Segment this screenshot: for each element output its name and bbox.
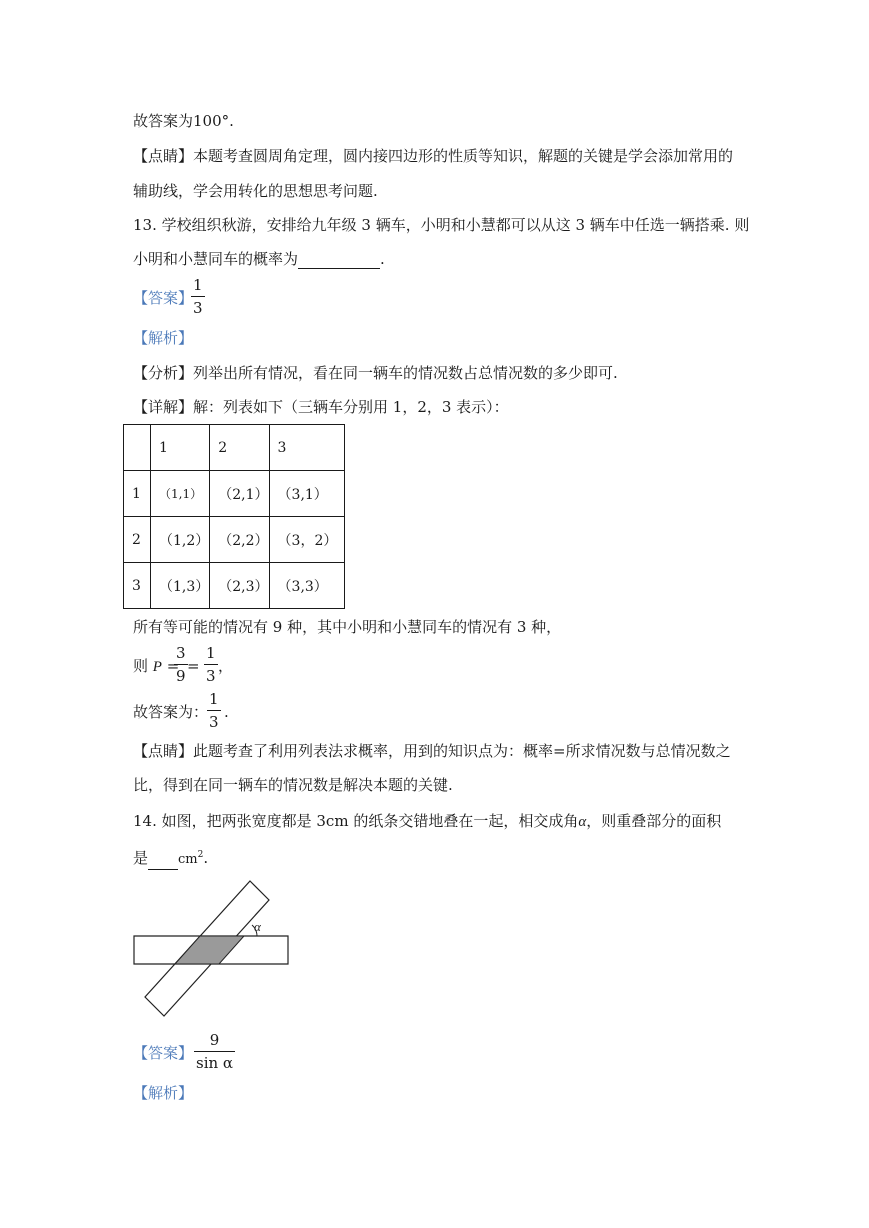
fraction-denominator: sin α [196, 1054, 234, 1072]
fraction-numerator: 1 [193, 276, 203, 294]
q14-text-2: ，则重叠部分的面积 [586, 812, 722, 830]
analysis-tag-13: 【解析】 [133, 329, 194, 347]
table-cell: 2 [124, 517, 151, 563]
fraction-numerator: 9 [209, 1031, 220, 1049]
table-row [124, 471, 345, 517]
question-14-line-2 [133, 845, 208, 870]
table-cell: （2,1） [210, 471, 269, 517]
overlap-region [175, 936, 244, 964]
fraction-denominator: 3 [193, 299, 203, 317]
q13-suffix: . [380, 250, 385, 268]
fraction-denominator: 9 [176, 667, 186, 685]
probability-line [133, 656, 179, 677]
table-cell: （2,3） [210, 563, 269, 609]
fraction-bar [194, 1051, 235, 1052]
q14-suffix: . [203, 849, 209, 867]
q14-prefix: 是 [133, 849, 149, 867]
analysis-tag-14: 【解析】 [133, 1084, 194, 1102]
answer-is-suffix: . [224, 703, 229, 721]
fraction-bar [174, 664, 188, 665]
answer-tag-13: 【答案】 [133, 289, 194, 307]
fenxi-line: 【分析】列举出所有情况，看在同一辆车的情况数占总情况数的多少即可. [133, 364, 618, 382]
prob-variable: P [152, 659, 162, 675]
table-cell [124, 425, 151, 471]
summary-line: 所有等可能的情况有 9 种，其中小明和小慧同车的情况有 3 种， [133, 618, 562, 636]
table-row [124, 425, 345, 471]
paper-strips-figure [128, 876, 298, 1022]
table-cell: （1,1） [151, 471, 210, 517]
table-cell: （3,3） [269, 563, 344, 609]
prob-suffix: ， [218, 657, 234, 675]
dianjing2-line-1: 【点睛】此题考查了利用列表法求概率，用到的知识点为：概率=所求情况数与总情况数之 [133, 742, 731, 760]
prob-equals-2: = [187, 657, 200, 675]
prob-fraction-3-9 [174, 644, 188, 685]
question-13-line-2 [133, 249, 385, 269]
answer-13b-fraction [207, 690, 221, 731]
fraction-bar [207, 710, 221, 711]
table-cell: （1,2） [151, 517, 210, 563]
dianjing2-line-2: 比，得到在同一辆车的情况数是解决本题的关键. [133, 776, 453, 794]
answer-tag-14: 【答案】 [133, 1044, 194, 1062]
table-cell: 1 [124, 471, 151, 517]
q14-text: 14. 如图，把两张宽度都是 3cm 的纸条交错地叠在一起，相交成角 [133, 812, 579, 830]
table-cell: （1,3） [151, 563, 210, 609]
prob-prefix: 则 [133, 657, 153, 675]
xiangjie-line: 【详解】解：列表如下（三辆车分别用 1，2，3 表示）： [133, 398, 509, 416]
answer-is-line: 故答案为： [133, 703, 209, 721]
table-cell: （3,1） [269, 471, 344, 517]
fraction-denominator: 3 [206, 667, 216, 685]
text-answer-line: 故答案为100°. [133, 112, 234, 130]
table-cell: 2 [210, 425, 269, 471]
table-cell: 3 [269, 425, 344, 471]
q14-unit: cm [178, 852, 198, 867]
fraction-numerator: 1 [209, 690, 219, 708]
question-13-line-1: 13. 学校组织秋游，安排给九年级 3 辆车，小明和小慧都可以从这 3 辆车中任选一辆搭乘. 则 [133, 216, 750, 234]
angle-label: α [254, 919, 261, 934]
answer-14-fraction [194, 1031, 235, 1072]
fraction-bar [191, 296, 205, 297]
answer-blank [148, 855, 178, 870]
dianjing-line-2: 辅助线，学会用转化的思想思考问题. [133, 182, 378, 200]
prob-equals: = [161, 657, 180, 675]
table-row [124, 517, 345, 563]
q13-prefix: 小明和小慧同车的概率为 [133, 250, 299, 268]
q14-alpha: α [578, 814, 587, 830]
outcome-table [123, 424, 345, 609]
fraction-numerator: 3 [176, 644, 186, 662]
answer-blank [298, 254, 380, 269]
fraction-bar [204, 664, 218, 665]
question-14-line-1 [133, 811, 721, 832]
answer-13-fraction [191, 276, 205, 317]
prob-fraction-1-3 [204, 644, 218, 685]
fraction-numerator: 1 [206, 644, 216, 662]
table-cell: （3，2） [269, 517, 344, 563]
table-cell: （2,2） [210, 517, 269, 563]
table-cell: 3 [124, 563, 151, 609]
q14-unit-sup: 2 [197, 850, 204, 860]
table-row [124, 563, 345, 609]
table-cell: 1 [151, 425, 210, 471]
dianjing-line-1: 【点睛】本题考查圆周角定理，圆内接四边形的性质等知识，解题的关键是学会添加常用的 [133, 147, 734, 165]
fraction-denominator: 3 [209, 713, 219, 731]
